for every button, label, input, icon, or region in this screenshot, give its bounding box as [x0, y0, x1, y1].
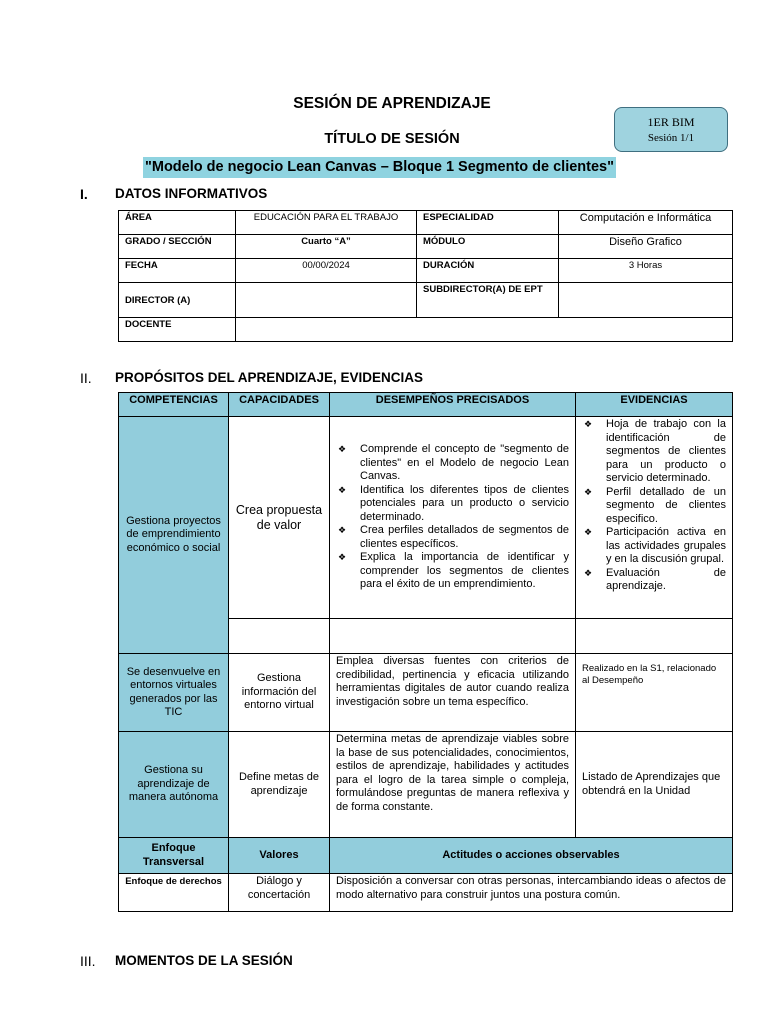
- director-value: [236, 283, 417, 318]
- header-valores: Valores: [229, 838, 330, 874]
- area-value: EDUCACIÓN PARA EL TRABAJO: [236, 211, 417, 235]
- bimester-label: 1ER BIM: [647, 115, 695, 129]
- empty-cell: [229, 619, 330, 654]
- datos-informativos-table: [118, 210, 733, 342]
- evidencia-item: ❖ Evaluación de aprendizaje.: [606, 567, 726, 594]
- empty-cell: [576, 619, 733, 654]
- desempeno-entornos-virtuales: Emplea diversas fuentes con criterios de credibilidad, pertinencia y eficacia utilizando herramientas digitales de autor cuando realiza investigación sobre un tema específico.: [330, 654, 576, 732]
- desempeno-item: ❖ Comprende el concepto de "segmento de clientes" en el Modelo de negocio Lean Canvas.: [360, 443, 569, 484]
- session-count-label: Sesión 1/1: [647, 132, 695, 144]
- header-enfoque-transversal: Enfoque Transversal: [119, 838, 229, 874]
- subdirector-value: [559, 283, 733, 318]
- especialidad-value: Computación e Informática: [559, 211, 733, 235]
- especialidad-label: ESPECIALIDAD: [417, 211, 559, 235]
- director-label: DIRECTOR (A): [119, 283, 236, 318]
- section-1-number: I.: [80, 186, 88, 202]
- fecha-value: 00/00/2024: [236, 259, 417, 283]
- page-title: SESIÓN DE APRENDIZAJE: [293, 95, 491, 112]
- evidencia-item: ❖ Hoja de trabajo con la identificación de segmentos de clientes para un producto o servicio determinado.: [606, 418, 726, 486]
- evidencia-entornos-virtuales: Realizado en la S1, relacionado al Desempeño: [576, 654, 733, 732]
- evidencia-item: ❖ Participación activa en las actividades grupales y en la discusión grupal.: [606, 526, 726, 567]
- modulo-label: MÓDULO: [417, 235, 559, 259]
- header-desempenos: DESEMPEÑOS PRECISADOS: [330, 393, 576, 417]
- desempeno-aprendizaje-autonomo: Determina metas de aprendizaje viables sobre la base de sus potencialidades, conocimientos, estilos de aprendizaje, habilidades y actitudes para el logro de la tarea simple o compleja, formulándose preguntas de manera reflexiva y de forma constante.: [330, 732, 576, 838]
- fecha-label: FECHA: [119, 259, 236, 283]
- grado-label: GRADO / SECCIÓN: [119, 235, 236, 259]
- subdirector-label: SUBDIRECTOR(A) DE EPT: [417, 283, 559, 318]
- capacidad-define-metas: Define metas de aprendizaje: [229, 732, 330, 838]
- evidencia-aprendizaje-autonomo: Listado de Aprendizajes que obtendrá en la Unidad: [576, 732, 733, 838]
- desempenos-list-cell: [330, 417, 576, 619]
- bimester-badge: [614, 107, 728, 152]
- section-2-number: II.: [80, 370, 92, 386]
- valor-dialogo: Diálogo y concertación: [229, 874, 330, 912]
- area-label: ÁREA: [119, 211, 236, 235]
- duracion-label: DURACIÓN: [417, 259, 559, 283]
- enfoque-derechos: Enfoque de derechos: [119, 874, 229, 912]
- competencia-aprendizaje-autonomo: Gestiona su aprendizaje de manera autónoma: [119, 732, 229, 838]
- desempeno-item: ❖ Crea perfiles detallados de segmentos de clientes específicos.: [360, 524, 569, 551]
- section-1-title: DATOS INFORMATIVOS: [115, 186, 268, 201]
- modulo-value: Diseño Grafico: [559, 235, 733, 259]
- desempeno-item: ❖ Identifica los diferentes tipos de clientes potenciales para un producto o servicio determinado.: [360, 484, 569, 525]
- header-evidencias: EVIDENCIAS: [576, 393, 733, 417]
- desempeno-item: ❖ Explica la importancia de identificar y comprender los segmentos de clientes para el éxito de un emprendimiento.: [360, 551, 569, 592]
- session-title-label: TÍTULO DE SESIÓN: [324, 131, 460, 147]
- capacidad-propuesta-valor: Crea propuesta de valor: [229, 417, 330, 619]
- capacidad-gestiona-informacion: Gestiona información del entorno virtual: [229, 654, 330, 732]
- evidencias-list: [582, 418, 726, 594]
- competencia-emprendimiento: Gestiona proyectos de emprendimiento económico o social: [119, 417, 229, 654]
- evidencia-item: ❖ Perfil detallado de un segmento de clientes especifico.: [606, 486, 726, 527]
- actitud-observable: Disposición a conversar con otras personas, intercambiando ideas o afectos de modo alternativo para construir juntos una postura común.: [330, 874, 733, 912]
- docente-label: DOCENTE: [119, 318, 236, 342]
- section-3-number: III.: [80, 953, 96, 969]
- docente-value: [236, 318, 733, 342]
- competencia-entornos-virtuales: Se desenvuelve en entornos virtuales generados por las TIC: [119, 654, 229, 732]
- desempenos-list: [336, 443, 569, 592]
- header-competencias: COMPETENCIAS: [119, 393, 229, 417]
- header-actitudes: Actitudes o acciones observables: [330, 838, 733, 874]
- empty-cell: [330, 619, 576, 654]
- propositos-table: [118, 392, 733, 912]
- session-title: "Modelo de negocio Lean Canvas – Bloque 1 Segmento de clientes": [143, 157, 616, 178]
- duracion-value: 3 Horas: [559, 259, 733, 283]
- section-3-title: MOMENTOS DE LA SESIÓN: [115, 953, 293, 968]
- section-2-title: PROPÓSITOS DEL APRENDIZAJE, EVIDENCIAS: [115, 370, 424, 385]
- evidencias-list-cell: [576, 417, 733, 619]
- grado-value: Cuarto “A”: [236, 235, 417, 259]
- header-capacidades: CAPACIDADES: [229, 393, 330, 417]
